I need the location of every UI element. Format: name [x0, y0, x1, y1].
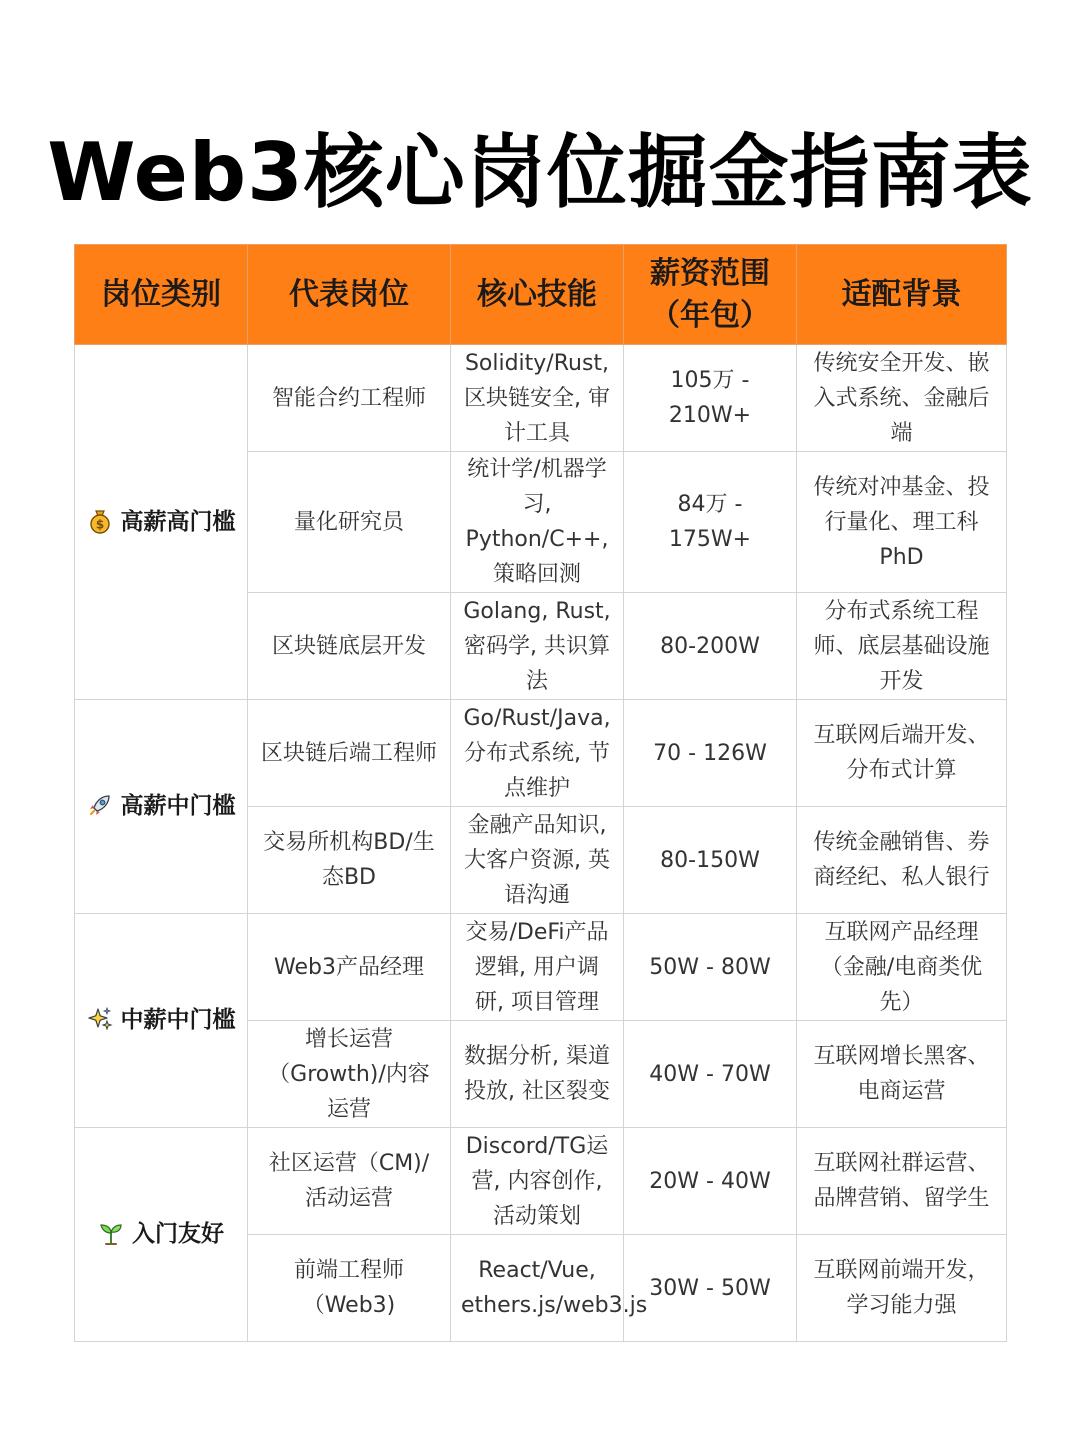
- category-cell-high-salary-high-bar: [75, 345, 248, 700]
- skills-cell: Discord/TG运营, 内容创作, 活动策划: [451, 1128, 624, 1235]
- rocket-icon: [87, 792, 113, 818]
- role-cell: Web3产品经理: [248, 914, 451, 1021]
- header-background: 适配背景: [797, 245, 1007, 345]
- salary-cell: 105万 - 210W+: [624, 345, 797, 452]
- background-cell: 分布式系统工程师、底层基础设施开发: [797, 593, 1007, 700]
- category-cell-mid-salary-mid-bar: [75, 914, 248, 1128]
- background-cell: 传统金融销售、券商经纪、私人银行: [797, 807, 1007, 914]
- background-cell: 传统安全开发、嵌入式系统、金融后端: [797, 345, 1007, 452]
- table-row: [75, 914, 1007, 1021]
- salary-cell: 20W - 40W: [624, 1128, 797, 1235]
- salary-cell: 30W - 50W: [624, 1235, 797, 1342]
- background-cell: 互联网产品经理（金融/电商类优先）: [797, 914, 1007, 1021]
- skills-cell: 统计学/机器学习, Python/C++, 策略回测: [451, 452, 624, 593]
- role-cell: 区块链后端工程师: [248, 700, 451, 807]
- table-row: [75, 345, 1007, 452]
- header-salary-line2: （年包）: [650, 297, 770, 333]
- background-cell: 互联网后端开发、分布式计算: [797, 700, 1007, 807]
- header-skills: 核心技能: [451, 245, 624, 345]
- category-cell-high-salary-mid-bar: [75, 700, 248, 914]
- category-label: 高薪中门槛: [120, 793, 236, 819]
- seedling-icon: [98, 1220, 124, 1246]
- table-row: [75, 1128, 1007, 1235]
- background-cell: 互联网增长黑客、电商运营: [797, 1021, 1007, 1128]
- salary-cell: 80-150W: [624, 807, 797, 914]
- salary-cell: 80-200W: [624, 593, 797, 700]
- header-role: 代表岗位: [248, 245, 451, 345]
- category-cell-entry-friendly: [75, 1128, 248, 1342]
- table-row: [75, 700, 1007, 807]
- header-category: 岗位类别: [75, 245, 248, 345]
- role-cell: 前端工程师（Web3): [248, 1235, 451, 1342]
- role-cell: 社区运营（CM)/活动运营: [248, 1128, 451, 1235]
- skills-cell: Go/Rust/Java, 分布式系统, 节点维护: [451, 700, 624, 807]
- category-label: 高薪高门槛: [120, 508, 236, 535]
- salary-cell: 50W - 80W: [624, 914, 797, 1021]
- skills-cell: Solidity/Rust, 区块链安全, 审计工具: [451, 345, 624, 452]
- skills-cell: 金融产品知识, 大客户资源, 英语沟通: [451, 807, 624, 914]
- role-cell: 区块链底层开发: [248, 593, 451, 700]
- skills-cell: 数据分析, 渠道投放, 社区裂变: [451, 1021, 624, 1128]
- background-cell: 互联网前端开发，学习能力强: [797, 1235, 1007, 1342]
- job-guide-table: [74, 244, 1007, 1342]
- table-header-row: [75, 245, 1007, 345]
- background-cell: 互联网社群运营、品牌营销、留学生: [797, 1128, 1007, 1235]
- role-cell: 量化研究员: [248, 452, 451, 593]
- salary-cell: 70 - 126W: [624, 700, 797, 807]
- role-cell: 交易所机构BD/生态BD: [248, 807, 451, 914]
- skills-cell: React/Vue, ethers.js/web3.js: [451, 1235, 624, 1342]
- svg-text:$: $: [95, 517, 104, 531]
- salary-cell: 40W - 70W: [624, 1021, 797, 1128]
- role-cell: 智能合约工程师: [248, 345, 451, 452]
- background-cell: 传统对冲基金、投行量化、理工科PhD: [797, 452, 1007, 593]
- skills-cell: 交易/DeFi产品逻辑, 用户调研, 项目管理: [451, 914, 624, 1021]
- page-title: Web3核心岗位掘金指南表: [47, 126, 1033, 219]
- skills-cell: Golang, Rust, 密码学, 共识算法: [451, 593, 624, 700]
- money-bag-icon: [87, 508, 113, 534]
- salary-cell: 84万 - 175W+: [624, 452, 797, 593]
- sparkles-icon: [87, 1006, 113, 1032]
- category-label: 中薪中门槛: [120, 1007, 236, 1033]
- category-label: 入门友好: [132, 1221, 224, 1247]
- header-salary-line1: 薪资范围: [650, 255, 770, 291]
- role-cell: 增长运营（Growth)/内容运营: [248, 1021, 451, 1128]
- header-salary: [624, 245, 797, 345]
